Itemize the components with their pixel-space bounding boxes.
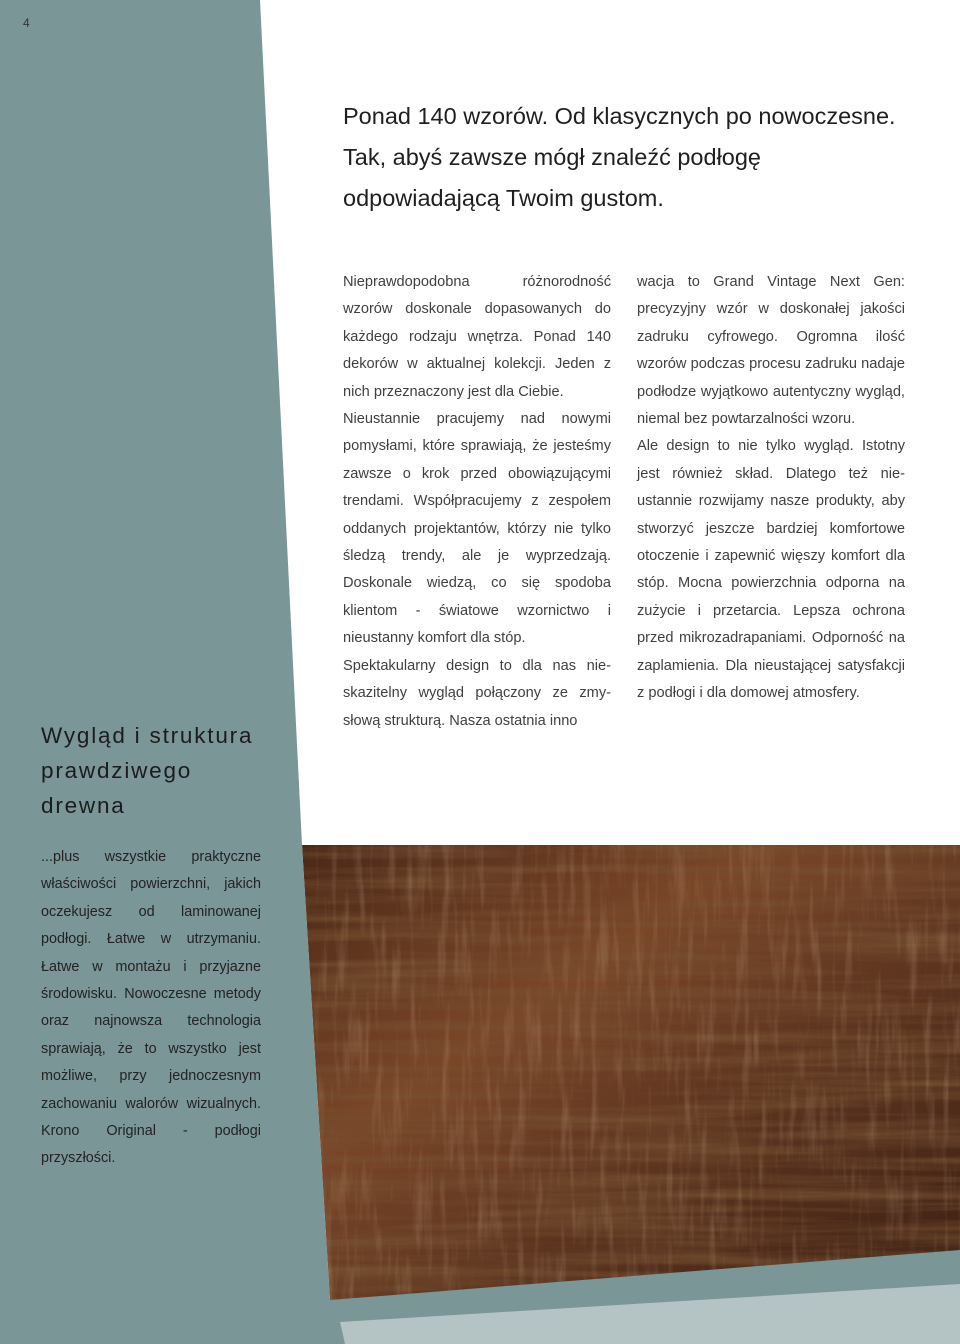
paragraph: Ale design to nie tylko wygląd. Istotny jest również skład. Dlatego też nieustannie rozwijamy nasze produkty, aby stworzyć jeszcze bardziej komfortowe otoczenie i zapewnić więszy komfort dla stóp. Mocna powierzchnia odporna na zużycie i przetarcia. Lepsza ochrona przed mikrozadrapaniami. Odporność na zaplamienia. Dla nieustającej satysfakcji z podłogi i dla domowej atmosfery.: [637, 438, 905, 702]
paragraph: wacja to Grand Vintage Next Gen: precyzyjny wzór w doskonałej jakości zadruku cyfrowego. Ogromna ilość wzorów podczas procesu zadruku nadaje podłodze wyjątkowo autentyczny wygląd, niemal bez powtarzalności wzoru.: [637, 274, 905, 428]
sidebar-text: ...plus wszystkie praktyczne właściwości powierzchni, jakich oczekujesz od laminowanej podłogi. Łatwe w utrzymaniu. Łatwe w montażu i przyjazne środowisku. Nowoczesne metody oraz najnowsza technologia sprawiają, że to wszystko jest możliwe, przy jednoczesnym zachowaniu walorów wizualnych. Krono Original - podłogi przyszłości.: [41, 849, 261, 1167]
paragraph: Nieprawdopodobna różnorodność wzorów doskonale dopasowanych do każdego rodzaju wnętrza. Ponad 140 dekorów w aktualnej kolekcji. Jeden z nich przeznaczony jest dla Ciebie.: [343, 274, 611, 400]
body-column-right: [637, 269, 905, 708]
paragraph: Spektakularny design to dla nas nieskazitelny wygląd połączony ze zmysłową strukturą. Nasza ostatnia inno: [343, 657, 611, 729]
wood-texture-image: [302, 845, 960, 1300]
paragraph: Nieustannie pracujemy nad nowymi pomysłami, które sprawiają, że jesteśmy zawsze o krok przed obowiązującymi trendami. Współpracujemy z zespołem oddanych projektantów, którzy nie tylko śledzą trendy, ale je wyprzedzają. Doskonale wiedzą, co się spodoba klientom - światowe wzornictwo i nieustanny komfort dla stóp.: [343, 411, 611, 647]
sidebar-title: Wygląd i struktura prawdziwego drewna: [41, 723, 254, 818]
body-column-left: [343, 269, 611, 735]
page-headline: Ponad 140 wzorów. Od klasycznych po nowoczesne. Tak, abyś zawsze mógł znaleźć podłogę odpowiadającą Twoim gustom.: [343, 103, 896, 211]
page-number: 4: [23, 16, 30, 30]
